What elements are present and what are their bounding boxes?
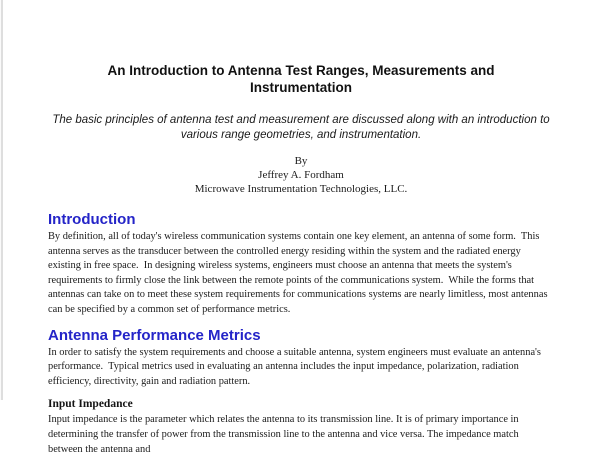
section-heading-antenna-performance-metrics: Antenna Performance Metrics bbox=[48, 326, 261, 344]
byline bbox=[48, 154, 554, 196]
subsection-heading-input-impedance: Input Impedance bbox=[48, 398, 133, 411]
input-impedance-paragraph: Input impedance is the parameter which relates the antenna to its transmission line. It is of primary importance in determining the transfer of power from the transmission line to the antenna and vice versa. The impedance match between the antenna and bbox=[48, 414, 522, 455]
introduction-paragraph: By definition, all of today's wireless communication systems contain one key element, an antenna of some form. This antenna serves as the transducer between the controlled energy residing within the system and the radiated energy existing in free space. In designing wireless systems, engineers must choose an antenna that meets the system's requirements to firmly close the link between the remote points of the communications system. While the forms that antennas can take on to meet these system requirements for communications systems are nearly limitless, most antennas can be specified by a common set of performance metrics. bbox=[48, 231, 551, 315]
antenna-performance-metrics-paragraph: In order to satisfy the system requirements and choose a suitable antenna, system engineers must evaluate an antenna's performance. Typical metrics used in evaluating an antenna includes the input impedance, polarization, radiation efficiency, directivity, gain and radiation pattern. bbox=[48, 346, 544, 387]
author-name: Jeffrey A. Fordham bbox=[258, 169, 344, 181]
section-heading-introduction: Introduction bbox=[48, 211, 136, 228]
author-affiliation: Microwave Instrumentation Technologies, LLC. bbox=[194, 183, 408, 195]
page-title: An Introduction to Antenna Test Ranges, Measurements and Instrumentation bbox=[107, 63, 495, 95]
byline-by-label: By bbox=[294, 155, 308, 167]
abstract: The basic principles of antenna test and measurement are discussed along with an introduction to various range geometries, and instrumentation. bbox=[52, 114, 550, 141]
